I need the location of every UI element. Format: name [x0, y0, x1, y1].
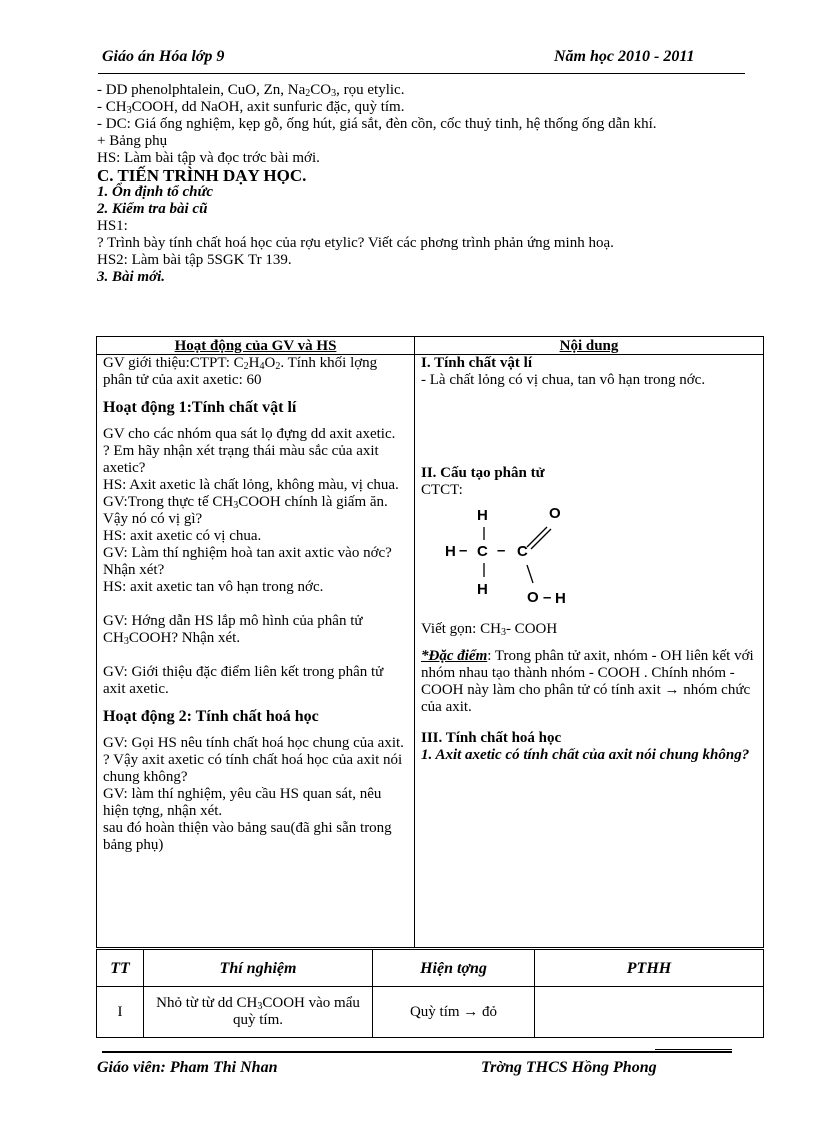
material-line-1: - DD phenolphtalein, CuO, Zn, $Na_2CO_3$, rọu etylic. [97, 82, 405, 99]
heading-structure: II. Cấu tạo phân tử [421, 465, 545, 481]
row-phenomenon: Quỳ tím → đỏ [373, 987, 535, 1038]
section-c-title: C. TIẾN TRÌNH DẠY HỌC. [97, 166, 307, 185]
intro-section [97, 82, 765, 286]
table-header-row [97, 337, 764, 355]
atom-c1: C [477, 543, 488, 560]
col-equation: PTHH [535, 950, 764, 987]
atom-h-top: H [477, 507, 488, 524]
header-divider [98, 73, 745, 74]
formula-bonds [421, 505, 621, 615]
para-8: HS: axit axetic tan vô hạn trong nớc. [103, 579, 324, 595]
step-2: 2. Kiểm tra bài cũ [97, 201, 208, 217]
para-2: GV cho các nhóm qua sát lọ đựng dd axit axetic. [103, 426, 396, 442]
physical-props: - Là chất lỏng có vị chua, tan vô hạn trong nớc. [421, 372, 706, 388]
experiment-table [96, 949, 764, 1038]
atom-o-single: O [527, 589, 539, 606]
hs2-task: HS2: Làm bài tập 5SGK Tr 139. [97, 252, 292, 268]
footer-divider-short [655, 1049, 732, 1050]
footer-school: Trờng THCS Hồng Phong [481, 1059, 657, 1076]
col-phenomenon: Hiện tợng [373, 950, 535, 987]
structural-formula [421, 505, 757, 615]
row-experiment: Nhỏ từ từ dd $CH_3COOH$ vào mẩu quỳ tím. [144, 987, 373, 1038]
material-line-3: - DC: Giá ống nghiệm, kẹp gỗ, ống hút, giá sắt, đèn cồn, cốc thuỷ tinh, hệ thống ống dẫn khí. [97, 116, 657, 132]
para-4: HS: Axit axetic là chất lỏng, không màu, vị chua. [103, 477, 399, 493]
col-tt: TT [97, 950, 144, 987]
footer-divider [102, 1051, 732, 1053]
bond-dash-1: – [459, 542, 468, 559]
para-7: GV: Làm thí nghiệm hoà tan axit axtic vào nớc? Nhận xét? [103, 545, 392, 578]
para-13: GV: làm thí nghiệm, yêu cầu HS quan sát, nêu hiện tợng, nhận xét. [103, 786, 382, 819]
student-prep: HS: Làm bài tập và đọc trớc bài mới. [97, 150, 320, 166]
para-5: GV:Trong thực tế $CH_3COOH$ chính là giấm ăn. Vậy nó có vị gì? [103, 494, 388, 527]
row-index: I [97, 987, 144, 1038]
para-9: GV: Hớng dẫn HS lắp mô hình của phân tử $CH_3COOH$? Nhận xét. [103, 613, 363, 647]
bond-dash-2: – [497, 542, 506, 559]
header-right: Năm học 2010 - 2011 [554, 48, 695, 65]
table-body-row [97, 355, 764, 948]
para-14: sau đó hoàn thiện vào bảng sau(đã ghi sẵn trong bảng phụ) [103, 820, 392, 853]
footer-teacher: Giáo viên: Pham Thi Nhan [97, 1059, 278, 1076]
hs1-label: HS1: [97, 218, 128, 234]
content-cell [415, 355, 764, 948]
lesson-table [96, 336, 764, 948]
short-formula: Viết gọn: $CH_3-$ COOH [421, 621, 558, 638]
material-line-4: + Bảng phụ [97, 133, 168, 149]
para-3: ? Em hãy nhận xét trạng thái màu sắc của axit axetic? [103, 443, 379, 476]
step-3: 3. Bài mới. [97, 269, 166, 285]
bond-dash-3: – [543, 589, 552, 606]
material-line-2: - $CH_3COOH$, dd NaOH, axit sunfuric đặc, quỳ tím. [97, 99, 405, 116]
chemical-question: 1. Axit axetic có tính chất của axit nói chung không? [421, 747, 750, 763]
para-11: GV: Gọi HS nêu tính chất hoá học chung của axit. [103, 735, 404, 751]
col-experiment: Thí nghiệm [144, 950, 373, 987]
activity-1-title: Hoạt động 1:Tính chất vật lí [103, 399, 297, 416]
feature-note: *Đặc điểm: Trong phân tử axit, nhóm - OH liên kết với nhóm nhau tạo thành nhóm - COOH . Chính nhóm - COOH này làm cho phân tử có tính axit → nhóm chức của axit. [421, 648, 754, 715]
atom-c2: C [517, 543, 528, 560]
atom-h-bottom: H [477, 581, 488, 598]
header-content: Nội dung [415, 337, 764, 355]
step-1: 1. Ổn định tổ chức [97, 184, 214, 200]
atom-h-left: H [445, 543, 456, 560]
row-equation [535, 987, 764, 1038]
heading-chemical: III. Tính chất hoá học [421, 730, 562, 746]
header-activities: Hoạt động của GV và HS [97, 337, 415, 355]
table-row [97, 987, 764, 1038]
atom-o-double: O [549, 505, 561, 522]
heading-physical: I. Tính chất vật lí [421, 355, 532, 371]
intro-para: GV giới thiệu:CTPT: $C_2H_4O_2$. Tính khối lợng phân tử của axit axetic: 60 [103, 355, 378, 388]
para-12: ? Vậy axit axetic có tính chất hoá học của axit nói chung không? [103, 752, 403, 785]
header-left: Giáo án Hóa lớp 9 [102, 48, 225, 65]
experiment-header-row [97, 950, 764, 987]
ctct-label: CTCT: [421, 482, 463, 498]
activity-2-title: Hoạt động 2: Tính chất hoá học [103, 708, 319, 725]
atom-h-acid: H [555, 590, 566, 607]
hs1-question: ? Trình bày tính chất hoá học của rợu etylic? Viết các phơng trình phản ứng minh hoạ. [97, 235, 614, 251]
activities-cell [97, 355, 415, 948]
para-10: GV: Giới thiệu đặc điểm liên kết trong phân tử axit axetic. [103, 664, 384, 697]
para-6: HS: axit axetic có vị chua. [103, 528, 262, 544]
